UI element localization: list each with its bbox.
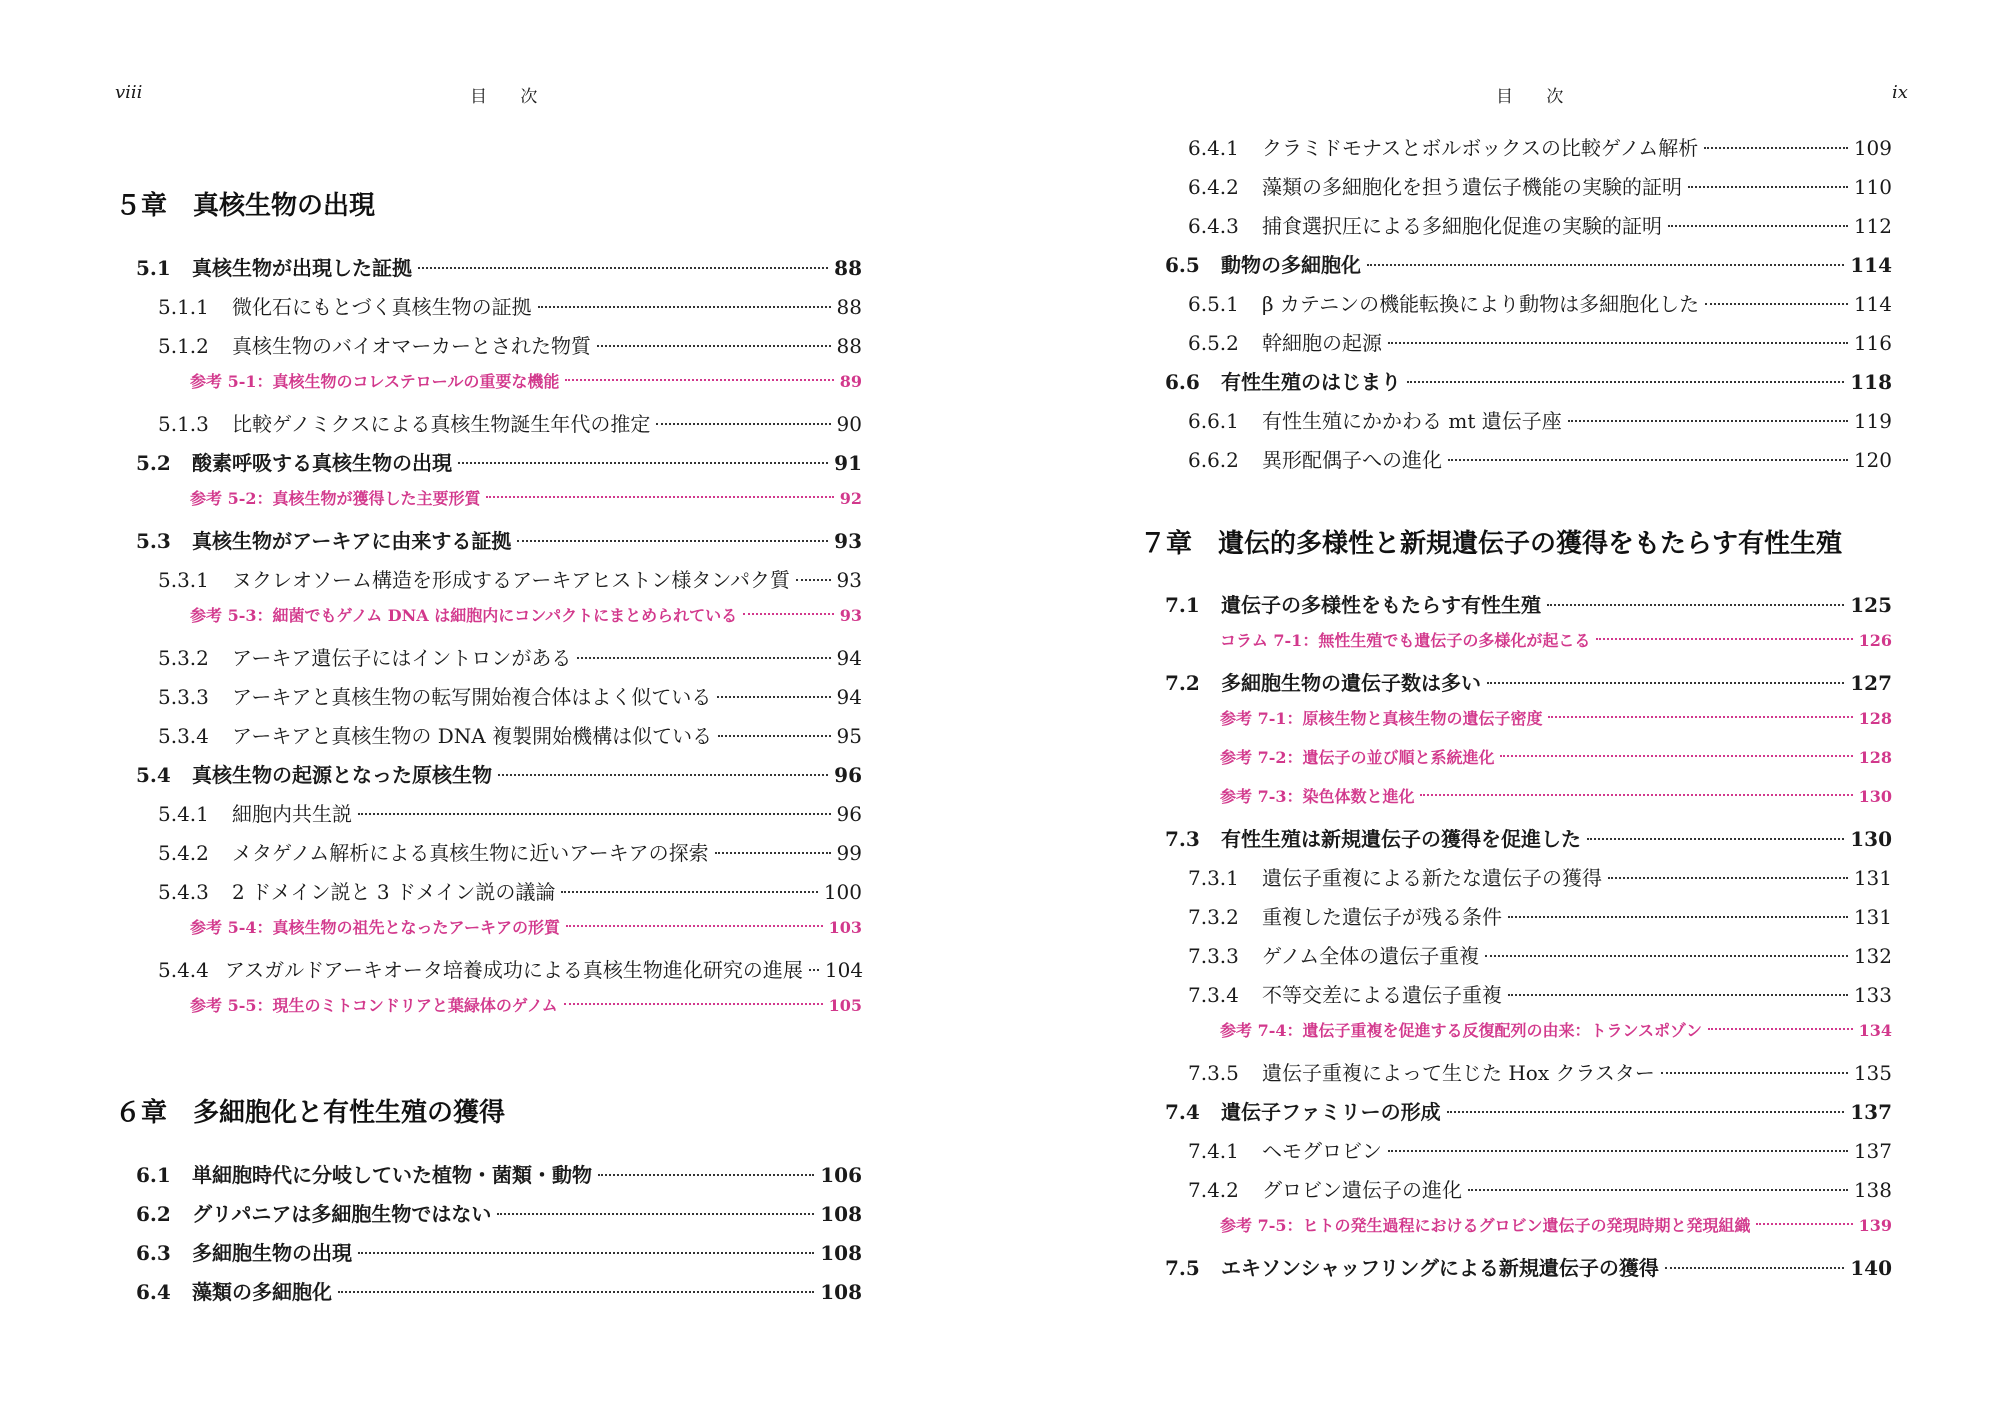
- toc-entry-number: 7.3.1: [1188, 866, 1239, 890]
- toc-subsection-entry: [1188, 171, 1892, 199]
- toc-entry-number: 6.4.3: [1188, 214, 1239, 238]
- toc-section-entry: [136, 759, 862, 787]
- toc-section-entry: [1165, 1252, 1892, 1280]
- toc-entry-title: β カテニンの機能転換により動物は多細胞化した: [1262, 292, 1700, 316]
- leader-dots: [1704, 147, 1848, 149]
- toc-section-entry: [136, 1276, 862, 1304]
- leader-dots: [796, 579, 831, 581]
- toc-section-entry: [136, 252, 862, 280]
- toc-entry-title: コラム 7-1：無性生殖でも遺伝子の多様化が起こる: [1220, 631, 1591, 650]
- leader-dots: [809, 969, 819, 971]
- toc-entry-page: 114: [1853, 292, 1892, 316]
- toc-entry-title: 参考 5-1：真核生物のコレステロールの重要な機能: [190, 372, 560, 391]
- toc-subsection-entry: [1188, 327, 1892, 355]
- toc-entry-page: 131: [1853, 905, 1892, 929]
- toc-subsection-entry: [1188, 1135, 1892, 1163]
- toc-entry-page: 109: [1853, 136, 1892, 160]
- toc-entry-number: 6.4: [136, 1280, 171, 1304]
- toc-subsection-entry: [1188, 979, 1892, 1007]
- toc-entry-title: ヘモグロビン: [1262, 1139, 1382, 1163]
- toc-entry-title: 真核生物のバイオマーカーとされた物質: [232, 334, 591, 358]
- leader-dots: [538, 306, 831, 308]
- toc-subsection-entry: [1188, 1057, 1892, 1085]
- toc-entry-number: 5.4.3: [158, 880, 209, 904]
- toc-entry-title: アーキア遺伝子にはイントロンがある: [232, 646, 572, 670]
- toc-entry-title: 酸素呼吸する真核生物の出現: [192, 451, 452, 475]
- toc-entry-number: 5.4.4: [158, 958, 209, 982]
- toc-entry-page: 125: [1850, 593, 1892, 617]
- toc-entry-page: 128: [1858, 709, 1892, 728]
- toc-section-entry: [136, 1198, 862, 1226]
- leader-dots: [1548, 716, 1852, 718]
- toc-entry-page: 110: [1853, 175, 1892, 199]
- toc-subsection-entry: [158, 798, 862, 826]
- toc-entry-number: 5.1.3: [158, 412, 209, 436]
- toc-entry-number: 6.4.1: [1188, 136, 1239, 160]
- toc-entry-number: 6.5.1: [1188, 292, 1239, 316]
- toc-entry-title: 参考 7-5：ヒトの発生過程におけるグロビン遺伝子の発現時期と発現組織: [1220, 1216, 1751, 1235]
- leader-dots: [1388, 342, 1848, 344]
- toc-section-entry: [136, 525, 862, 553]
- toc-entry-title: 2 ドメイン説と 3 ドメイン説の議論: [232, 880, 556, 904]
- toc-entry-page: 108: [820, 1280, 862, 1304]
- toc-subsection-entry: [1188, 1174, 1892, 1202]
- leader-dots: [564, 1003, 823, 1005]
- toc-entry-page: 96: [836, 802, 862, 826]
- toc-subsection-entry: [158, 681, 862, 709]
- toc-entry-number: 7.3.3: [1188, 944, 1239, 968]
- toc-entry-title: 藻類の多細胞化: [192, 1280, 332, 1304]
- toc-subsection-entry: [158, 876, 862, 904]
- toc-section-entry: [136, 447, 862, 475]
- toc-entry-page: 95: [836, 724, 862, 748]
- chapter-number: ７章: [1140, 529, 1193, 559]
- toc-entry-number: 7.3.2: [1188, 905, 1239, 929]
- toc-entry-number: 7.4.1: [1188, 1139, 1239, 1163]
- toc-entry-page: 126: [1858, 631, 1892, 650]
- toc-entry-title: 参考 7-1：原核生物と真核生物の遺伝子密度: [1220, 709, 1543, 728]
- leader-dots: [717, 696, 830, 698]
- leader-dots: [743, 613, 834, 615]
- toc-entry-title: 参考 7-3：染色体数と進化: [1220, 787, 1415, 806]
- leader-dots: [1407, 381, 1844, 383]
- toc-entry-number: 7.4.2: [1188, 1178, 1239, 1202]
- leader-dots: [358, 1252, 814, 1254]
- toc-note-entry: [1220, 784, 1892, 812]
- leader-dots: [486, 496, 833, 498]
- toc-entry-page: 92: [839, 489, 862, 508]
- toc-entry-page: 134: [1858, 1021, 1892, 1040]
- leader-dots: [1388, 1150, 1848, 1152]
- toc-section-entry: [136, 1237, 862, 1265]
- leader-dots: [598, 1174, 814, 1176]
- toc-entry-page: 139: [1858, 1216, 1892, 1235]
- toc-entry-number: 5.3.2: [158, 646, 209, 670]
- leader-dots: [1756, 1223, 1852, 1225]
- toc-entry-title: グロビン遺伝子の進化: [1262, 1178, 1462, 1202]
- leader-dots: [718, 735, 830, 737]
- toc-subsection-entry: [158, 291, 862, 319]
- toc-entry-page: 112: [1853, 214, 1892, 238]
- leader-dots: [358, 813, 831, 815]
- toc-entry-page: 93: [834, 529, 862, 553]
- toc-note-entry: [190, 486, 862, 514]
- leader-dots: [1367, 264, 1844, 266]
- toc-entry-page: 105: [828, 996, 862, 1015]
- toc-entry-number: 6.5: [1165, 253, 1200, 277]
- leader-dots: [565, 379, 833, 381]
- toc-subsection-entry: [1188, 940, 1892, 968]
- leader-dots: [1568, 420, 1848, 422]
- toc-entry-number: 6.6: [1165, 370, 1200, 394]
- toc-entry-title: 遺伝子ファミリーの形成: [1221, 1100, 1441, 1124]
- running-header: 目 次: [1496, 87, 1578, 107]
- toc-entry-page: 94: [836, 646, 862, 670]
- toc-entry-title: アーキアと真核生物の転写開始複合体はよく似ている: [232, 685, 712, 709]
- toc-entry-title: 参考 5-3：細菌でもゲノム DNA は細胞内にコンパクトにまとめられている: [190, 606, 738, 625]
- leader-dots: [1447, 1111, 1845, 1113]
- leader-dots: [458, 462, 828, 464]
- toc-entry-title: 捕食選択圧による多細胞化促進の実験的証明: [1262, 214, 1662, 238]
- toc-entry-title: ゲノム全体の遺伝子重複: [1262, 944, 1480, 968]
- toc-entry-number: 6.6.1: [1188, 409, 1239, 433]
- toc-entry-title: 真核生物が出現した証拠: [192, 256, 412, 280]
- toc-subsection-entry: [1188, 444, 1892, 472]
- toc-entry-page: 118: [1850, 370, 1892, 394]
- chapter-title: 真核生物の出現: [193, 191, 376, 221]
- toc-note-entry: [190, 993, 862, 1021]
- toc-subsection-entry: [1188, 132, 1892, 160]
- page-number: viii: [115, 82, 143, 103]
- toc-note-entry: [190, 915, 862, 943]
- leader-dots: [498, 774, 828, 776]
- chapter-title: 多細胞化と有性生殖の獲得: [193, 1098, 506, 1128]
- toc-entry-title: 多細胞生物の遺伝子数は多い: [1221, 671, 1481, 695]
- toc-section-entry: [136, 1159, 862, 1187]
- toc-section-entry: [1165, 823, 1892, 851]
- leader-dots: [715, 852, 831, 854]
- toc-entry-number: 7.3.4: [1188, 983, 1239, 1007]
- toc-entry-page: 94: [836, 685, 862, 709]
- toc-entry-title: 比較ゲノミクスによる真核生物誕生年代の推定: [232, 412, 651, 436]
- toc-subsection-entry: [1188, 405, 1892, 433]
- leader-dots: [1420, 794, 1852, 796]
- toc-entry-title: 幹細胞の起源: [1262, 331, 1382, 355]
- toc-entry-page: 135: [1853, 1061, 1892, 1085]
- toc-entry-title: 有性生殖は新規遺伝子の獲得を促進した: [1221, 827, 1581, 851]
- toc-note-entry: [190, 603, 862, 631]
- toc-entry-page: 138: [1853, 1178, 1892, 1202]
- toc-entry-number: 5.3.3: [158, 685, 209, 709]
- leader-dots: [566, 925, 823, 927]
- toc-entry-page: 99: [836, 841, 862, 865]
- toc-entry-number: 5.4.2: [158, 841, 209, 865]
- toc-entry-number: 7.4: [1165, 1100, 1200, 1124]
- toc-subsection-entry: [1188, 862, 1892, 890]
- toc-entry-page: 130: [1858, 787, 1892, 806]
- toc-subsection-entry: [158, 954, 862, 982]
- toc-entry-page: 116: [1853, 331, 1892, 355]
- toc-entry-page: 91: [834, 451, 862, 475]
- toc-entry-title: 参考 7-2：遺伝子の並び順と系統進化: [1220, 748, 1495, 767]
- leader-dots: [1587, 838, 1844, 840]
- toc-entry-number: 6.3: [136, 1241, 171, 1265]
- toc-entry-number: 6.5.2: [1188, 331, 1239, 355]
- toc-entry-title: 単細胞時代に分岐していた植物・菌類・動物: [192, 1163, 592, 1187]
- leader-dots: [1508, 994, 1848, 996]
- toc-entry-title: グリパニアは多細胞生物ではない: [192, 1202, 492, 1226]
- toc-entry-title: 異形配偶子への進化: [1262, 448, 1442, 472]
- toc-subsection-entry: [1188, 210, 1892, 238]
- toc-entry-page: 140: [1850, 1256, 1892, 1280]
- toc-entry-page: 127: [1850, 671, 1892, 695]
- chapter-title: 遺伝的多様性と新規遺伝子の獲得をもたらす有性生殖: [1218, 529, 1843, 559]
- toc-entry-number: 5.3.1: [158, 568, 209, 592]
- toc-entry-page: 132: [1853, 944, 1892, 968]
- toc-entry-page: 108: [820, 1241, 862, 1265]
- toc-entry-page: 108: [820, 1202, 862, 1226]
- toc-entry-page: 104: [824, 958, 864, 982]
- toc-entry-title: エキソンシャッフリングによる新規遺伝子の獲得: [1221, 1256, 1659, 1280]
- toc-entry-title: 遺伝子重複による新たな遺伝子の獲得: [1262, 866, 1602, 890]
- toc-entry-page: 128: [1858, 748, 1892, 767]
- toc-entry-page: 114: [1850, 253, 1892, 277]
- leader-dots: [597, 345, 831, 347]
- leader-dots: [1661, 1072, 1848, 1074]
- toc-entry-number: 5.4: [136, 763, 171, 787]
- toc-subsection-entry: [1188, 288, 1892, 316]
- leader-dots: [1688, 186, 1848, 188]
- toc-entry-page: 93: [839, 606, 862, 625]
- toc-subsection-entry: [158, 408, 862, 436]
- toc-entry-page: 103: [828, 918, 862, 937]
- toc-section-entry: [1165, 667, 1892, 695]
- leader-dots: [1500, 755, 1852, 757]
- toc-entry-page: 137: [1853, 1139, 1892, 1163]
- toc-entry-title: 参考 5-2：真核生物が獲得した主要形質: [190, 489, 481, 508]
- toc-entry-page: 120: [1853, 448, 1892, 472]
- toc-entry-number: 7.5: [1165, 1256, 1200, 1280]
- toc-entry-title: 参考 7-4：遺伝子重複を促進する反復配列の由来：トランスポゾン: [1220, 1021, 1702, 1040]
- toc-entry-page: 106: [820, 1163, 862, 1187]
- toc-entry-title: 多細胞生物の出現: [192, 1241, 352, 1265]
- toc-entry-title: クラミドモナスとボルボックスの比較ゲノム解析: [1262, 136, 1699, 160]
- toc-entry-number: 5.2: [136, 451, 171, 475]
- toc-entry-title: アスガルドアーキオータ培養成功による真核生物進化研究の進展: [224, 958, 803, 982]
- toc-entry-number: 6.4.2: [1188, 175, 1239, 199]
- leader-dots: [1596, 638, 1852, 640]
- toc-entry-title: 微化石にもとづく真核生物の証拠: [232, 295, 532, 319]
- leader-dots: [338, 1291, 814, 1293]
- leader-dots: [1705, 303, 1848, 305]
- toc-entry-title: 真核生物の起源となった原核生物: [192, 763, 492, 787]
- leader-dots: [1487, 682, 1844, 684]
- toc-entry-page: 131: [1853, 866, 1892, 890]
- toc-entry-title: 細胞内共生説: [232, 802, 352, 826]
- toc-entry-page: 100: [823, 880, 862, 904]
- toc-section-entry: [1165, 366, 1892, 394]
- toc-entry-title: 藻類の多細胞化を担う遺伝子機能の実験的証明: [1262, 175, 1682, 199]
- running-header: 目 次: [470, 87, 552, 107]
- toc-entry-page: 130: [1850, 827, 1892, 851]
- toc-section-entry: [1165, 1096, 1892, 1124]
- toc-entry-page: 88: [836, 334, 862, 358]
- toc-subsection-entry: [158, 330, 862, 358]
- toc-entry-number: 7.2: [1165, 671, 1200, 695]
- leader-dots: [1665, 1267, 1844, 1269]
- toc-entry-number: 6.1: [136, 1163, 171, 1187]
- toc-entry-title: 重複した遺伝子が残る条件: [1262, 905, 1502, 929]
- leader-dots: [1485, 955, 1848, 957]
- leader-dots: [577, 657, 830, 659]
- chapter-heading: [1140, 523, 1842, 560]
- toc-entry-number: 5.4.1: [158, 802, 209, 826]
- toc-note-entry: [1220, 745, 1892, 773]
- leader-dots: [1668, 225, 1848, 227]
- toc-entry-title: ヌクレオソーム構造を形成するアーキアヒストン様タンパク質: [232, 568, 790, 592]
- toc-entry-title: 遺伝子重複によって生じた Hox クラスター: [1262, 1061, 1655, 1085]
- toc-section-entry: [1165, 589, 1892, 617]
- toc-entry-number: 5.1.1: [158, 295, 209, 319]
- leader-dots: [1468, 1189, 1848, 1191]
- toc-subsection-entry: [158, 720, 862, 748]
- toc-entry-page: 133: [1853, 983, 1892, 1007]
- toc-entry-number: 7.1: [1165, 593, 1200, 617]
- toc-entry-title: 有性生殖にかかわる mt 遺伝子座: [1262, 409, 1562, 433]
- toc-note-entry: [190, 369, 862, 397]
- toc-entry-page: 88: [834, 256, 862, 280]
- toc-entry-title: 動物の多細胞化: [1221, 253, 1361, 277]
- toc-entry-page: 119: [1853, 409, 1892, 433]
- toc-note-entry: [1220, 1213, 1892, 1241]
- leader-dots: [497, 1213, 814, 1215]
- page-number: ix: [1892, 82, 1908, 103]
- chapter-number: ５章: [115, 191, 168, 221]
- toc-entry-page: 96: [834, 763, 862, 787]
- leader-dots: [517, 540, 828, 542]
- toc-entry-number: 7.3: [1165, 827, 1200, 851]
- toc-entry-number: 5.1.2: [158, 334, 209, 358]
- toc-entry-number: 5.3.4: [158, 724, 209, 748]
- toc-entry-title: 不等交差による遺伝子重複: [1262, 983, 1502, 1007]
- leader-dots: [1448, 459, 1848, 461]
- toc-entry-number: 6.6.2: [1188, 448, 1239, 472]
- toc-entry-page: 89: [839, 372, 862, 391]
- toc-entry-title: 真核生物がアーキアに由来する証拠: [192, 529, 512, 553]
- leader-dots: [1547, 604, 1844, 606]
- toc-entry-title: メタゲノム解析による真核生物に近いアーキアの探索: [232, 841, 709, 865]
- toc-entry-number: 5.3: [136, 529, 171, 553]
- toc-entry-page: 137: [1850, 1100, 1892, 1124]
- toc-entry-title: 有性生殖のはじまり: [1221, 370, 1401, 394]
- toc-entry-title: 参考 5-5：現生のミトコンドリアと葉緑体のゲノム: [190, 996, 558, 1015]
- toc-entry-number: 5.1: [136, 256, 171, 280]
- toc-entry-title: 参考 5-4：真核生物の祖先となったアーキアの形質: [190, 918, 560, 937]
- toc-subsection-entry: [158, 564, 862, 592]
- toc-note-entry: [1220, 706, 1892, 734]
- leader-dots: [1608, 877, 1848, 879]
- leader-dots: [561, 891, 817, 893]
- toc-note-entry: [1220, 628, 1892, 656]
- toc-subsection-entry: [158, 837, 862, 865]
- chapter-heading: [115, 1092, 505, 1129]
- chapter-heading: [115, 185, 375, 222]
- toc-entry-title: アーキアと真核生物の DNA 複製開始機構は似ている: [232, 724, 713, 748]
- toc-note-entry: [1220, 1018, 1892, 1046]
- toc-entry-page: 90: [836, 412, 862, 436]
- leader-dots: [418, 267, 828, 269]
- toc-entry-number: 6.2: [136, 1202, 171, 1226]
- toc-subsection-entry: [158, 642, 862, 670]
- leader-dots: [656, 423, 830, 425]
- toc-entry-page: 93: [836, 568, 862, 592]
- leader-dots: [1708, 1028, 1853, 1030]
- toc-entry-number: 7.3.5: [1188, 1061, 1239, 1085]
- toc-section-entry: [1165, 249, 1892, 277]
- chapter-number: ６章: [115, 1098, 168, 1128]
- toc-entry-title: 遺伝子の多様性をもたらす有性生殖: [1221, 593, 1541, 617]
- toc-subsection-entry: [1188, 901, 1892, 929]
- leader-dots: [1508, 916, 1848, 918]
- toc-entry-page: 88: [836, 295, 862, 319]
